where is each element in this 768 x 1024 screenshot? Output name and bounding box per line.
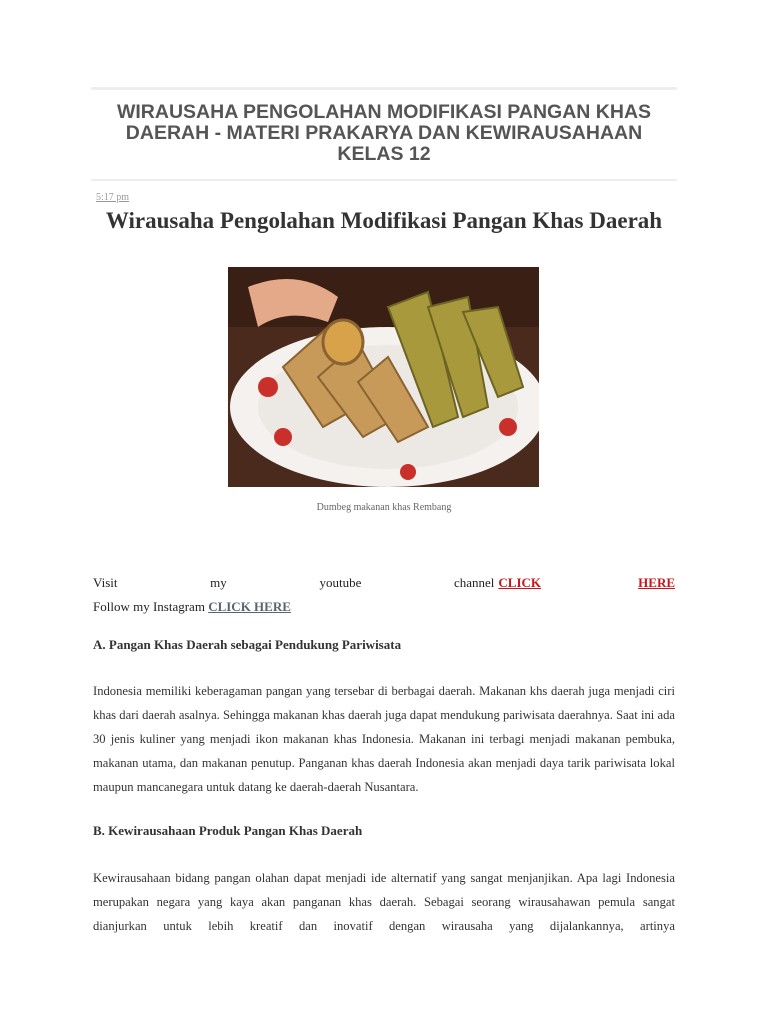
page-title: WIRAUSAHA PENGOLAHAN MODIFIKASI PANGAN KHAS DAERAH - MATERI PRAKARYA DAN KEWIRAUSAHAAN KELAS 12 [116,101,652,165]
youtube-line [93,575,675,591]
instagram-text: Follow my Instagram [93,599,205,614]
youtube-text-visit: Visit [93,575,118,590]
youtube-click-here-link[interactable] [498,575,675,591]
youtube-link-word-here[interactable]: HERE [638,575,675,590]
section-b-paragraph: Kewirausahaan bidang pangan olahan dapat menjadi ide alternatif yang sangat menjanjikan. Apa lagi Indonesia merupakan negara yang kaya akan panganan khas daerah. Sebagai seorang wirausahawan pemula sangat dianjurkan untuk lebih kreatif dan inovatif dengan wirausaha yang dijalankannya, artinya [93,871,675,933]
header-top-rule [91,87,677,90]
instagram-link[interactable]: CLICK HERE [208,599,291,614]
section-b-heading: B. Kewirausahaan Produk Pangan Khas Daerah [93,823,363,838]
youtube-text-channel: channel [454,575,495,590]
youtube-text-my: my [210,575,227,590]
header-bottom-rule [91,179,677,181]
youtube-text-youtube: youtube [319,575,362,590]
instagram-line [93,599,675,615]
section-a-paragraph: Indonesia memiliki keberagaman pangan yang tersebar di berbagai daerah. Makanan khs daerah juga menjadi ciri khas dari daerah asalnya. Sehingga makanan khas daerah juga dapat mendukung pariwisata daerahnya. Saat ini ada 30 jenis kuliner yang menjadi ikon makanan khas Indonesia. Makanan ini terbagi menjadi makanan pembuka, makanan utama, dan makanan penutup. Panganan khas daerah Indonesia akan menjadi daya tarik pariwisata lokal maupun mancanegara untuk datang ke daerah-daerah Nusantara. [93,684,675,794]
dumbeg-photo [228,267,539,487]
image-caption: Dumbeg makanan khas Rembang [316,502,452,513]
section-a-heading: A. Pangan Khas Daerah sebagai Pendukung Pariwisata [93,637,402,652]
youtube-link-word-click[interactable]: CLICK [498,575,542,590]
youtube-link[interactable] [454,575,675,591]
post-title: Wirausaha Pengolahan Modifikasi Pangan Khas Daerah [105,208,663,233]
post-timestamp-link[interactable]: 5:17 pm [96,192,130,203]
